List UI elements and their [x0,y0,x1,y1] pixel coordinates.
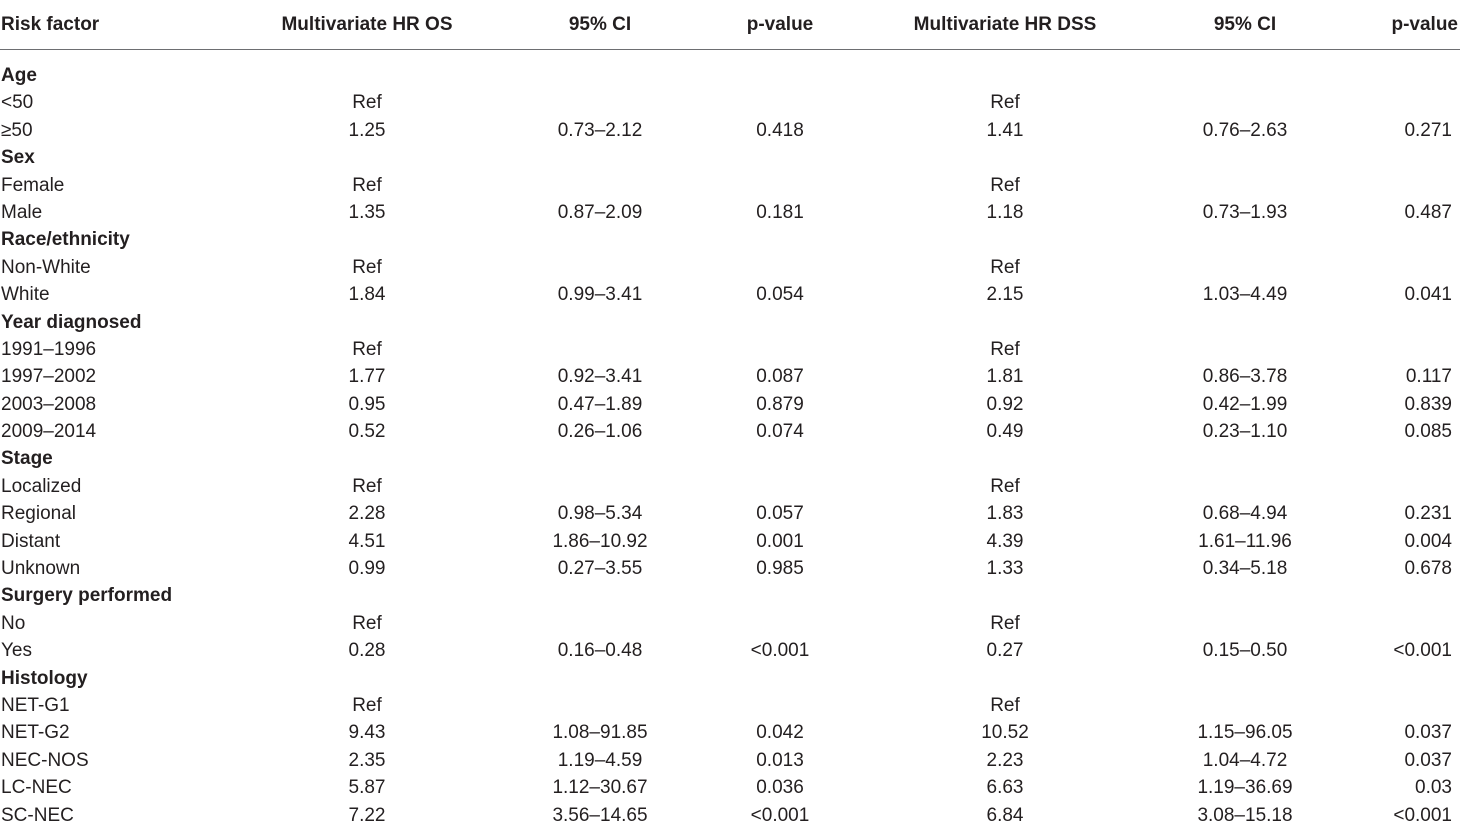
cell-hr-os: 1.35 [348,201,386,223]
section-label: Stage [1,448,53,470]
cell-p-value-os: 0.057 [756,503,804,525]
cell-ci-os: 0.98–5.34 [557,503,643,525]
cell-risk-factor: 2003–2008 [1,393,97,415]
table-row [0,281,1460,308]
cell-risk-factor: <50 [1,92,34,114]
table-row [0,473,1460,500]
cell-hr-dss: 6.63 [986,777,1024,799]
cell-hr-os: Ref [352,92,382,114]
cell-ci-os: 1.12–30.67 [552,777,648,799]
cell-hr-os: Ref [352,694,382,716]
cell-risk-factor: Female [1,174,65,196]
cell-hr-os: 1.77 [348,366,386,388]
cell-risk-factor: Regional [1,503,76,525]
table-row [0,117,1460,144]
cell-ci-os: 0.47–1.89 [557,393,643,415]
cell-hr-dss: Ref [990,174,1020,196]
cell-hr-os: Ref [352,174,382,196]
cell-p-value-dss: 0.231 [1404,503,1452,525]
cell-risk-factor: Yes [1,640,32,662]
cell-p-value-os: 0.087 [756,366,804,388]
table-row [0,719,1460,746]
cell-ci-os: 0.26–1.06 [557,421,643,443]
table-row [0,774,1460,801]
table-row [0,199,1460,226]
cell-risk-factor: White [1,284,50,306]
cell-ci-os: 0.73–2.12 [557,119,643,141]
cell-ci-dss: 1.04–4.72 [1202,749,1288,771]
cell-ci-dss: 1.15–96.05 [1197,722,1293,744]
table-row [0,391,1460,418]
header-p-value-dss: p-value [1391,14,1458,35]
cell-ci-os: 0.87–2.09 [557,201,643,223]
cell-ci-dss: 1.61–11.96 [1198,530,1292,552]
cell-hr-dss: 1.33 [986,558,1024,580]
section-header-row [0,309,1460,336]
cell-p-value-dss: 0.839 [1404,393,1452,415]
cell-hr-dss: 6.84 [986,804,1024,826]
cell-hr-os: 4.51 [348,530,386,552]
cell-hr-dss: 1.83 [986,503,1024,525]
table-row [0,254,1460,281]
cell-hr-os: Ref [352,256,382,278]
cell-risk-factor: 2009–2014 [1,421,97,443]
cell-hr-dss: 0.92 [986,393,1024,415]
cell-p-value-os: 0.074 [756,421,804,443]
section-header-row [0,582,1460,609]
table-row [0,172,1460,199]
cell-hr-dss: Ref [990,338,1020,360]
table-header-row [0,0,1460,50]
cell-hr-dss: Ref [990,612,1020,634]
cell-hr-dss: 1.41 [986,119,1024,141]
cell-p-value-os: 0.418 [756,119,804,141]
cell-hr-dss: Ref [990,475,1020,497]
cell-hr-dss: 2.23 [986,749,1024,771]
cell-ci-dss: 0.73–1.93 [1202,201,1288,223]
table-row [0,418,1460,445]
cell-hr-dss: 0.27 [986,640,1024,662]
cell-hr-os: 0.95 [348,393,386,415]
header-ci-os: 95% CI [568,14,632,35]
cell-p-value-dss: 0.117 [1405,366,1452,388]
header-hr-dss: Multivariate HR DSS [913,14,1097,35]
header-p-value-os: p-value [746,14,814,35]
section-label: Sex [1,147,35,169]
cell-ci-dss: 3.08–15.18 [1197,804,1293,826]
table-row [0,555,1460,582]
table-row [0,747,1460,774]
table-row [0,500,1460,527]
section-label: Histology [1,667,88,689]
cell-ci-os: 1.86–10.92 [552,530,648,552]
cell-ci-os: 3.56–14.65 [552,804,648,826]
table-row [0,528,1460,555]
cell-hr-os: 1.84 [348,284,386,306]
cell-hr-os: 9.43 [348,722,386,744]
header-risk-factor: Risk factor [1,14,100,35]
cell-hr-dss: Ref [990,92,1020,114]
header-hr-os: Multivariate HR OS [281,14,453,35]
cell-ci-dss: 0.76–2.63 [1202,119,1288,141]
section-label: Race/ethnicity [1,229,130,251]
cell-hr-dss: 10.52 [981,722,1029,744]
cell-p-value-os: 0.036 [756,777,804,799]
table-row [0,89,1460,116]
cell-p-value-dss: 0.678 [1404,558,1452,580]
cell-risk-factor: Non-White [1,256,91,278]
table-row [0,336,1460,363]
cell-p-value-os: 0.879 [756,393,804,415]
section-header-row [0,665,1460,692]
cell-ci-dss: 1.19–36.69 [1197,777,1293,799]
table-row [0,637,1460,664]
section-label: Age [1,65,37,86]
cell-risk-factor: NET-G1 [1,694,70,716]
cell-risk-factor: Distant [1,530,61,552]
cell-hr-os: 2.35 [348,749,386,771]
cell-p-value-dss: <0.001 [1393,640,1452,662]
cell-ci-os: 0.27–3.55 [557,558,643,580]
cell-hr-os: 2.28 [348,503,386,525]
section-header-row [0,144,1460,171]
cell-hr-dss: 1.81 [986,366,1024,388]
cell-p-value-os: 0.181 [756,201,804,223]
cell-hr-os: 5.87 [348,777,386,799]
cell-hr-dss: 1.18 [986,201,1024,223]
cell-p-value-dss: 0.085 [1404,421,1452,443]
cell-hr-dss: Ref [990,694,1020,716]
cell-p-value-os: 0.013 [756,749,804,771]
cell-p-value-dss: 0.037 [1404,749,1452,771]
cell-hr-os: Ref [352,612,382,634]
cell-ci-dss: 1.03–4.49 [1202,284,1288,306]
cell-hr-os: 0.28 [348,640,386,662]
cell-hr-dss: 2.15 [986,284,1024,306]
cell-ci-dss: 0.42–1.99 [1202,393,1288,415]
cell-p-value-dss: 0.271 [1404,119,1452,141]
cell-risk-factor: Male [1,201,43,223]
section-label: Year diagnosed [1,311,142,333]
cell-ci-os: 1.08–91.85 [552,722,648,744]
cell-risk-factor: 1991–1996 [1,338,97,360]
cell-ci-os: 0.16–0.48 [557,640,643,662]
cell-ci-dss: 0.23–1.10 [1202,421,1288,443]
cell-ci-os: 1.19–4.59 [557,749,643,771]
section-header-row [0,445,1460,472]
cell-hr-os: 0.52 [348,421,386,443]
cell-hr-dss: 0.49 [986,421,1024,443]
cell-p-value-dss: 0.041 [1404,284,1452,306]
cell-ci-dss: 0.34–5.18 [1202,558,1288,580]
table-row [0,610,1460,637]
cell-p-value-dss: 0.037 [1404,722,1452,744]
cell-ci-dss: 0.68–4.94 [1202,503,1288,525]
cell-ci-dss: 0.15–0.50 [1202,640,1288,662]
cell-p-value-dss: 0.487 [1404,201,1452,223]
cell-risk-factor: No [1,612,26,634]
cell-ci-os: 0.99–3.41 [557,284,643,306]
cell-risk-factor: LC-NEC [1,777,72,799]
cell-risk-factor: Unknown [1,558,81,580]
cell-hr-os: Ref [352,475,382,497]
table-row [0,692,1460,719]
cell-hr-dss: 4.39 [986,530,1024,552]
cell-risk-factor: ≥50 [1,119,33,141]
cell-p-value-dss: 0.03 [1415,777,1452,799]
cell-p-value-dss: 0.004 [1404,530,1452,552]
cell-ci-os: 0.92–3.41 [557,366,643,388]
cell-risk-factor: 1997–2002 [1,366,97,388]
cell-risk-factor: SC-NEC [1,804,74,826]
cell-hr-os: 0.99 [348,558,386,580]
cell-hr-os: 1.25 [348,119,386,141]
cell-p-value-os: 0.042 [756,722,804,744]
section-label: Surgery performed [1,585,173,607]
section-header-row [0,226,1460,253]
cell-p-value-dss: <0.001 [1393,804,1452,826]
cell-risk-factor: NET-G2 [1,722,70,744]
cell-hr-dss: Ref [990,256,1020,278]
table-row [0,363,1460,390]
cell-hr-os: 7.22 [348,804,386,826]
cell-p-value-os: <0.001 [750,804,810,826]
cell-hr-os: Ref [352,338,382,360]
table-body [0,62,1460,829]
cell-risk-factor: NEC-NOS [1,749,89,771]
section-header-row [0,62,1460,89]
cell-p-value-os: 0.001 [756,530,804,552]
cell-ci-dss: 0.86–3.78 [1202,366,1288,388]
cell-p-value-os: <0.001 [750,640,810,662]
cell-p-value-os: 0.985 [756,558,804,580]
header-ci-dss: 95% CI [1213,14,1277,35]
cell-p-value-os: 0.054 [756,284,804,306]
cell-risk-factor: Localized [1,475,82,497]
